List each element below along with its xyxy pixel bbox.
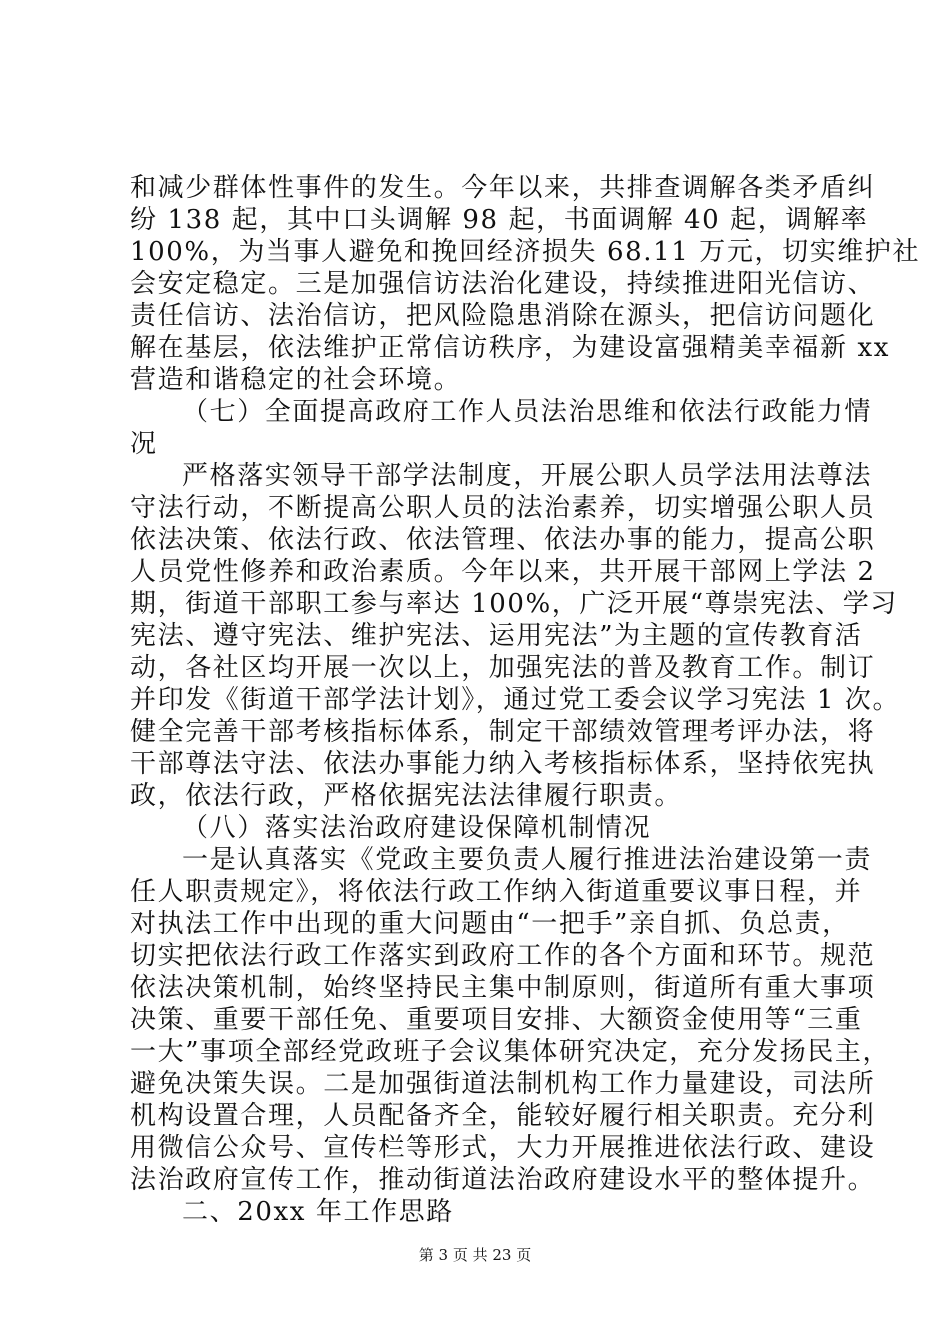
section-heading: （八）落实法治政府建设保障机制情况 <box>182 813 652 843</box>
text-line: 任人职责规定》，将依法行政工作纳入街道重要议事日程，并 <box>130 877 863 907</box>
section-heading: （七）全面提高政府工作人员法治思维和依法行政能力情 <box>182 397 873 427</box>
text-line: 法治政府宣传工作，推动街道法治政府建设水平的整体提升。 <box>130 1165 876 1195</box>
text-line: 宪法、遵守宪法、维护宪法、运用宪法”为主题的宣传教育活 <box>130 621 863 651</box>
text-line: 并印发《街道干部学法计划》，通过党工委会议学习宪法 1 次。 <box>130 685 901 715</box>
text-line: 会安定稳定。三是加强信访法治化建设，持续推进阳光信访、 <box>130 269 876 299</box>
text-line: 对执法工作中出现的重大问题由“一把手”亲自抓、负总责， <box>130 909 850 939</box>
text-line: 和减少群体性事件的发生。今年以来，共排查调解各类矛盾纠 <box>130 173 876 203</box>
text-line: 守法行动，不断提高公职人员的法治素养，切实增强公职人员 <box>130 493 876 523</box>
text-line: 责任信访、法治信访，把风险隐患消除在源头，把信访问题化 <box>130 301 876 331</box>
text-line: 用微信公众号、宣传栏等形式，大力开展推进依法行政、建设 <box>130 1133 876 1163</box>
text-line: 健全完善干部考核指标体系，制定干部绩效管理考评办法，将 <box>130 717 876 747</box>
document-body <box>130 172 921 1228</box>
text-line: 营造和谐稳定的社会环境。 <box>130 365 462 395</box>
section-heading: 二、20xx 年工作思路 <box>182 1197 454 1227</box>
text-line: 100%，为当事人避免和挽回经济损失 68.11 万元，切实维护社 <box>130 237 921 267</box>
text-line: 期，街道干部职工参与率达 100%，广泛开展“尊崇宪法、学习 <box>130 589 898 619</box>
text-line: 机构设置合理，人员配备齐全，能较好履行相关职责。充分利 <box>130 1101 876 1131</box>
text-line: 切实把依法行政工作落实到政府工作的各个方面和环节。规范 <box>130 941 876 971</box>
text-line: 人员党性修养和政治素质。今年以来，共开展干部网上学法 2 <box>130 557 876 587</box>
text-line: 一大”事项全部经党政班子会议集体研究决定，充分发扬民主， <box>130 1037 891 1067</box>
text-line: 依法决策、依法行政、依法管理、依法办事的能力，提高公职 <box>130 525 876 555</box>
paragraph-start: 一是认真落实《党政主要负责人履行推进法治建设第一责 <box>182 845 873 875</box>
page-footer: 第 3 页 共 23 页 <box>418 1246 532 1264</box>
section-heading-continued: 况 <box>130 429 158 459</box>
text-line: 政，依法行政，严格依据宪法法律履行职责。 <box>130 781 683 811</box>
text-line: 避免决策失误。二是加强街道法制机构工作力量建设，司法所 <box>130 1069 876 1099</box>
paragraph-start: 严格落实领导干部学法制度，开展公职人员学法用法尊法 <box>182 461 873 491</box>
text-line: 干部尊法守法、依法办事能力纳入考核指标体系，坚持依宪执 <box>130 749 876 779</box>
text-line: 解在基层，依法维护正常信访秩序，为建设富强精美幸福新 xx <box>130 333 890 363</box>
text-line: 纷 138 起，其中口头调解 98 起，书面调解 40 起，调解率 <box>130 205 869 235</box>
text-line: 动，各社区均开展一次以上，加强宪法的普及教育工作。制订 <box>130 653 876 683</box>
text-line: 依法决策机制，始终坚持民主集中制原则，街道所有重大事项 <box>130 973 876 1003</box>
text-line: 决策、重要干部任免、重要项目安排、大额资金使用等“三重 <box>130 1005 863 1035</box>
